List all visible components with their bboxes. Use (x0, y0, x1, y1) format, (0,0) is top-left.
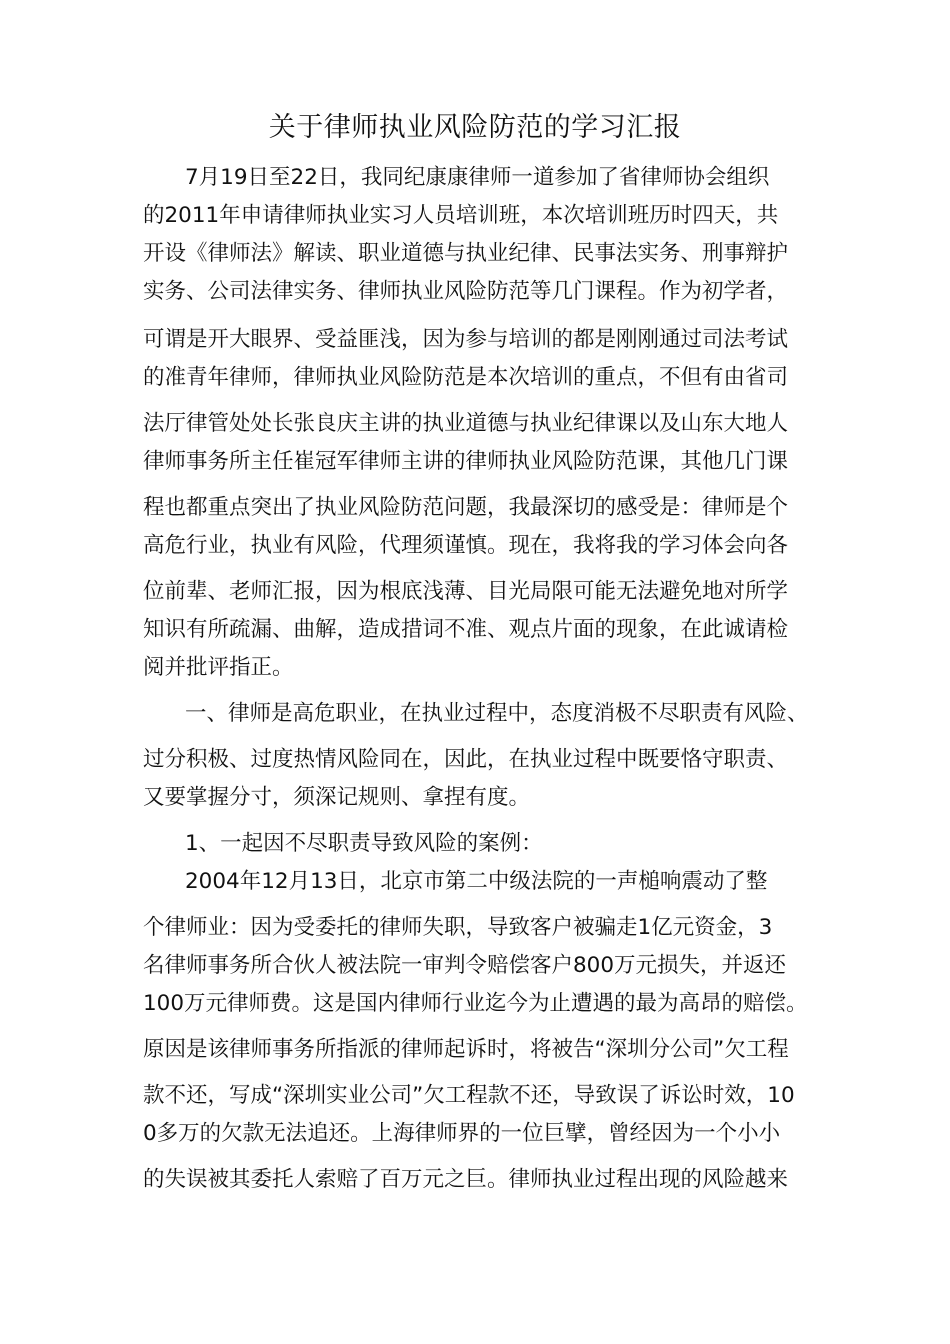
paragraph-line: 名律师事务所合伙人被法院一审判令赔偿客户800万元损失，并返还 (143, 953, 787, 978)
document-title: 关于律师执业风险防范的学习汇报 (268, 112, 682, 143)
paragraph-line: 过分积极、过度热情风险同在，因此，在执业过程中既要恪守职责、 (143, 747, 789, 772)
paragraph-line: 开设《律师法》解读、职业道德与执业纪律、民事法实务、刑事辩护 (143, 241, 789, 266)
paragraph-line: 个律师业：因为受委托的律师失职，导致客户被骗走1亿元资金，3 (143, 915, 773, 940)
paragraph-line: 法厅律管处处长张良庆主讲的执业道德与执业纪律课以及山东大地人 (143, 411, 789, 436)
paragraph-line: 知识有所疏漏、曲解，造成措词不准、观点片面的现象，在此诚请检 (143, 617, 789, 642)
paragraph-line: 可谓是开大眼界、受益匪浅，因为参与培训的都是刚刚通过司法考试 (143, 327, 789, 352)
paragraph-line: 0多万的欠款无法追还。上海律师界的一位巨擘，曾经因为一个小小 (143, 1121, 781, 1146)
paragraph-line: 又要掌握分寸，须深记规则、拿捏有度。 (143, 785, 531, 810)
paragraph-line: 的准青年律师，律师执业风险防范是本次培训的重点，不但有由省司 (143, 365, 789, 390)
paragraph-line: 位前辈、老师汇报，因为根底浅薄、目光局限可能无法避免地对所学 (143, 579, 789, 604)
paragraph-line: 实务、公司法律实务、律师执业风险防范等几门课程。作为初学者， (143, 279, 789, 304)
paragraph-line: 2004年12月13日，北京市第二中级法院的一声槌响震动了整 (185, 869, 768, 894)
paragraph-line: 款不还，写成“深圳实业公司”欠工程款不还，导致误了诉讼时效，10 (143, 1083, 795, 1108)
paragraph-line: 阅并批评指正。 (143, 655, 294, 680)
paragraph-line: 的2011年申请律师执业实习人员培训班，本次培训班历时四天，共 (143, 203, 779, 228)
paragraph-line: 的失误被其委托人索赔了百万元之巨。律师执业过程出现的风险越来 (143, 1167, 789, 1192)
paragraph-line: 7月19日至22日，我同纪康康律师一道参加了省律师协会组织 (185, 165, 770, 190)
paragraph-line: 高危行业，执业有风险，代理须谨慎。现在，我将我的学习体会向各 (143, 533, 789, 558)
paragraph-line: 一、律师是高危职业，在执业过程中，态度消极不尽职责有风险、 (185, 701, 809, 726)
paragraph-line: 程也都重点突出了执业风险防范问题，我最深切的感受是：律师是个 (143, 495, 789, 520)
paragraph-line: 原因是该律师事务所指派的律师起诉时，将被告“深圳分公司”欠工程 (143, 1037, 789, 1062)
paragraph-line: 100万元律师费。这是国内律师行业迄今为止遭遇的最为高昂的赔偿。 (143, 991, 808, 1016)
paragraph-line: 律师事务所主任崔冠军律师主讲的律师执业风险防范课，其他几门课 (143, 449, 789, 474)
section-heading: 1、一起因不尽职责导致风险的案例： (185, 831, 543, 856)
